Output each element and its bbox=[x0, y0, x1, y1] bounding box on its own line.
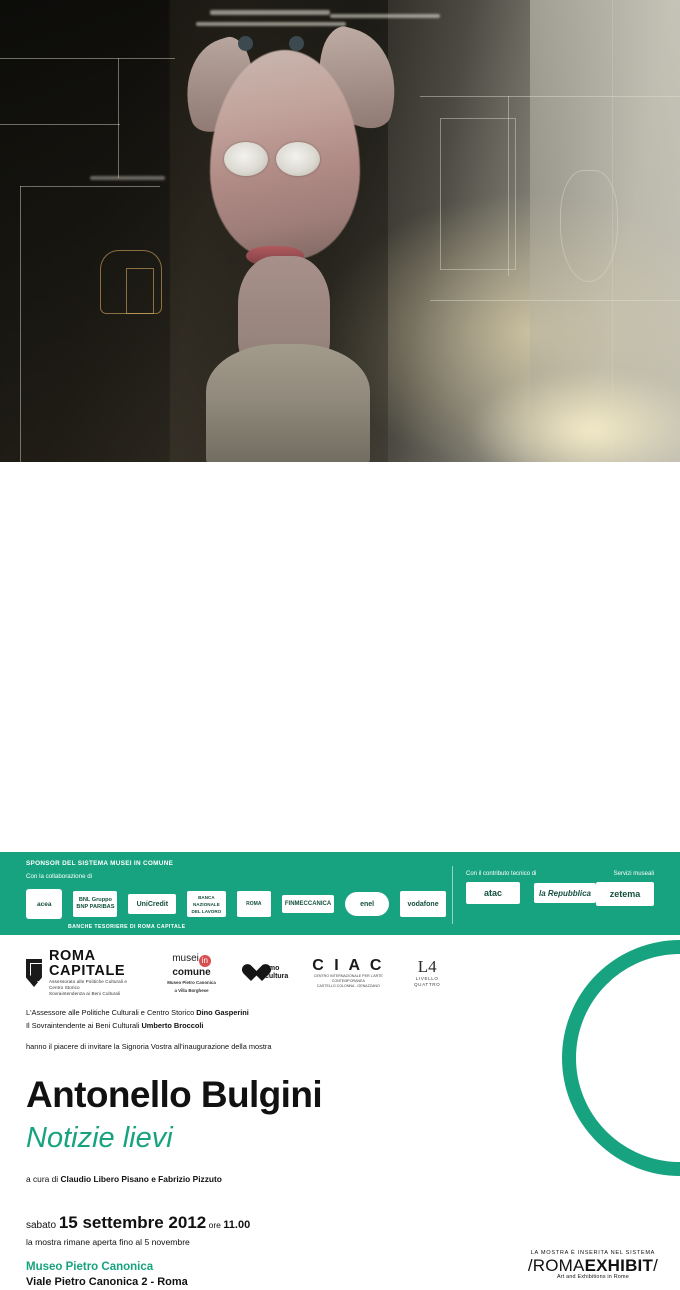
event-time-label: ore bbox=[206, 1220, 224, 1230]
shield-icon bbox=[26, 959, 42, 987]
footer-subtitle: Con la collaborazione di bbox=[26, 873, 93, 880]
event-date: 15 settembre 2012 bbox=[58, 1213, 207, 1232]
curator-credit bbox=[26, 1174, 222, 1184]
roma-exhibit-badge bbox=[528, 1250, 658, 1280]
livello-quattro-name: LIVELLO QUATTRO bbox=[414, 976, 441, 987]
finmeccanica-logo: FINMECCANICA bbox=[282, 895, 334, 913]
livello-quattro-mark: L4 bbox=[417, 957, 437, 976]
hero-panel-left bbox=[0, 0, 170, 462]
footer-services-label: Servizi museali bbox=[613, 871, 654, 877]
repubblica-logo: la Repubblica bbox=[534, 883, 596, 903]
hero-light-streak bbox=[210, 10, 330, 15]
roma-capitale-line1: Assessorato alle Politiche Culturali e Centro Storico bbox=[48, 979, 128, 990]
hero-sketch-line bbox=[118, 58, 119, 178]
amo-cultura-logo bbox=[242, 964, 288, 982]
hero-light-glow bbox=[470, 370, 680, 462]
artist-name: Antonello Bulgini bbox=[26, 1074, 323, 1115]
livello-quattro-logo bbox=[408, 958, 446, 988]
technical-sponsor-logos bbox=[466, 882, 596, 904]
hero-light-streak bbox=[90, 176, 165, 180]
musei-sub1: Museo Pietro Canonica bbox=[167, 979, 216, 985]
footer-technical-label: Con il contributo tecnico di bbox=[466, 871, 537, 877]
musei-dot-icon: in bbox=[199, 955, 211, 967]
institution-logos bbox=[26, 950, 446, 996]
venue-block bbox=[26, 1260, 188, 1290]
vodafone-logo: vodafone bbox=[400, 891, 446, 917]
zetema-logo: zetema bbox=[596, 882, 654, 906]
invitation-line2-prefix: Il Sovraintendente ai Beni Culturali bbox=[26, 1021, 142, 1030]
invitation-line1-prefix: L'Assessore alle Politiche Culturali e Centro Storico bbox=[26, 1008, 197, 1017]
event-time: 11.00 bbox=[223, 1219, 251, 1231]
sponsor-footer bbox=[0, 852, 680, 935]
heart-icon bbox=[242, 964, 262, 982]
exhibition-title: Notizie lievi bbox=[26, 1122, 173, 1154]
roma-exhibit-suffix: / bbox=[653, 1256, 658, 1275]
sponsor-logos bbox=[26, 884, 446, 924]
ciac-sub1: CENTRO INTERNAZIONALE PER L'ARTE CONTEMPORANEA bbox=[313, 974, 383, 983]
acea-logo: acea bbox=[26, 889, 62, 919]
atac-logo: atac bbox=[466, 882, 520, 904]
invitation-line2-name: Umberto Broccoli bbox=[141, 1021, 204, 1030]
hero-warm-outline bbox=[126, 268, 154, 314]
amo-label: amo bbox=[264, 965, 280, 972]
figure-pupil-right bbox=[289, 36, 304, 51]
roma-capitale-line2: Sovraintendenza ai Beni Culturali bbox=[48, 991, 121, 996]
roma-capitale-logo bbox=[26, 949, 141, 997]
curator-prefix: a cura di bbox=[26, 1174, 61, 1184]
enel-logo: enel bbox=[345, 892, 389, 916]
hero-sketch-line bbox=[20, 186, 21, 462]
hero-frame-outline bbox=[440, 118, 516, 270]
figure-pupil-left bbox=[238, 36, 253, 51]
roma-logo: ROMA bbox=[237, 891, 272, 917]
invitation-line-2 bbox=[26, 1021, 446, 1031]
roma-capitale-name: ROMA CAPITALE bbox=[48, 948, 126, 979]
figure-eye-left bbox=[224, 142, 268, 176]
roma-exhibit-prefix: /ROMA bbox=[527, 1256, 585, 1275]
ciac-name: C I A C bbox=[312, 957, 385, 974]
hero-sketch-line bbox=[20, 186, 160, 187]
figure-body bbox=[206, 344, 370, 462]
ciac-sub2: CASTELLO COLONNA - GENAZZANO bbox=[316, 984, 380, 988]
musei-name-part1: musei bbox=[172, 952, 199, 964]
event-date-block bbox=[26, 1214, 250, 1247]
hero-sketch-line bbox=[0, 124, 120, 125]
musei-sub2: a Villa Borghese bbox=[174, 987, 209, 993]
hero-vase-outline bbox=[560, 170, 618, 282]
hero-light-streak bbox=[330, 14, 440, 18]
invitation-line-3: hanno il piacere di invitare la Signoria Vostra all'inaugurazione della mostra bbox=[26, 1042, 272, 1051]
musei-name-part2: comune bbox=[172, 966, 211, 978]
hero-image bbox=[0, 0, 680, 462]
sculpture-figure bbox=[176, 24, 422, 462]
roma-exhibit-mid: EXHIBIT bbox=[584, 1256, 654, 1275]
hero-sketch-line bbox=[0, 58, 175, 59]
decorative-arc bbox=[562, 940, 680, 1176]
event-duration: la mostra rimane aperta fino al 5 novembre bbox=[26, 1237, 190, 1247]
banca-nazionale-logo: BANCA NAZIONALE DEL LAVORO bbox=[187, 891, 225, 917]
ciac-logo bbox=[310, 957, 386, 989]
sponsor-caption: BANCHE TESORIERE DI ROMA CAPITALE bbox=[68, 924, 186, 930]
system-badge-label: LA MOSTRA È INSERITA NEL SISTEMA bbox=[530, 1250, 656, 1256]
invitation-line-1 bbox=[26, 1008, 446, 1018]
musei-in-comune-logo bbox=[163, 953, 220, 994]
footer-title: SPONSOR DEL SISTEMA MUSEI IN COMUNE bbox=[26, 860, 174, 867]
venue-address: Viale Pietro Canonica 2 - Roma bbox=[26, 1276, 188, 1288]
event-day: sabato bbox=[26, 1220, 59, 1231]
invitation-text bbox=[26, 1008, 446, 1055]
footer-divider bbox=[452, 866, 453, 924]
hero-sketch-line bbox=[430, 300, 680, 301]
hero-sketch-line bbox=[420, 96, 680, 97]
cultura-label: cultura bbox=[264, 973, 289, 980]
figure-eye-right bbox=[276, 142, 320, 176]
venue-name: Museo Pietro Canonica bbox=[26, 1261, 154, 1273]
bnl-logo: BNL Gruppo BNP PARIBAS bbox=[73, 891, 117, 917]
curator-names: Claudio Libero Pisano e Fabrizio Pizzuto bbox=[60, 1174, 222, 1184]
invitation-line1-name: Dino Gasperini bbox=[196, 1008, 249, 1017]
unicredit-logo: UniCredit bbox=[128, 894, 176, 914]
roma-exhibit-tagline: Art and Exhibitions in Rome bbox=[556, 1274, 629, 1280]
